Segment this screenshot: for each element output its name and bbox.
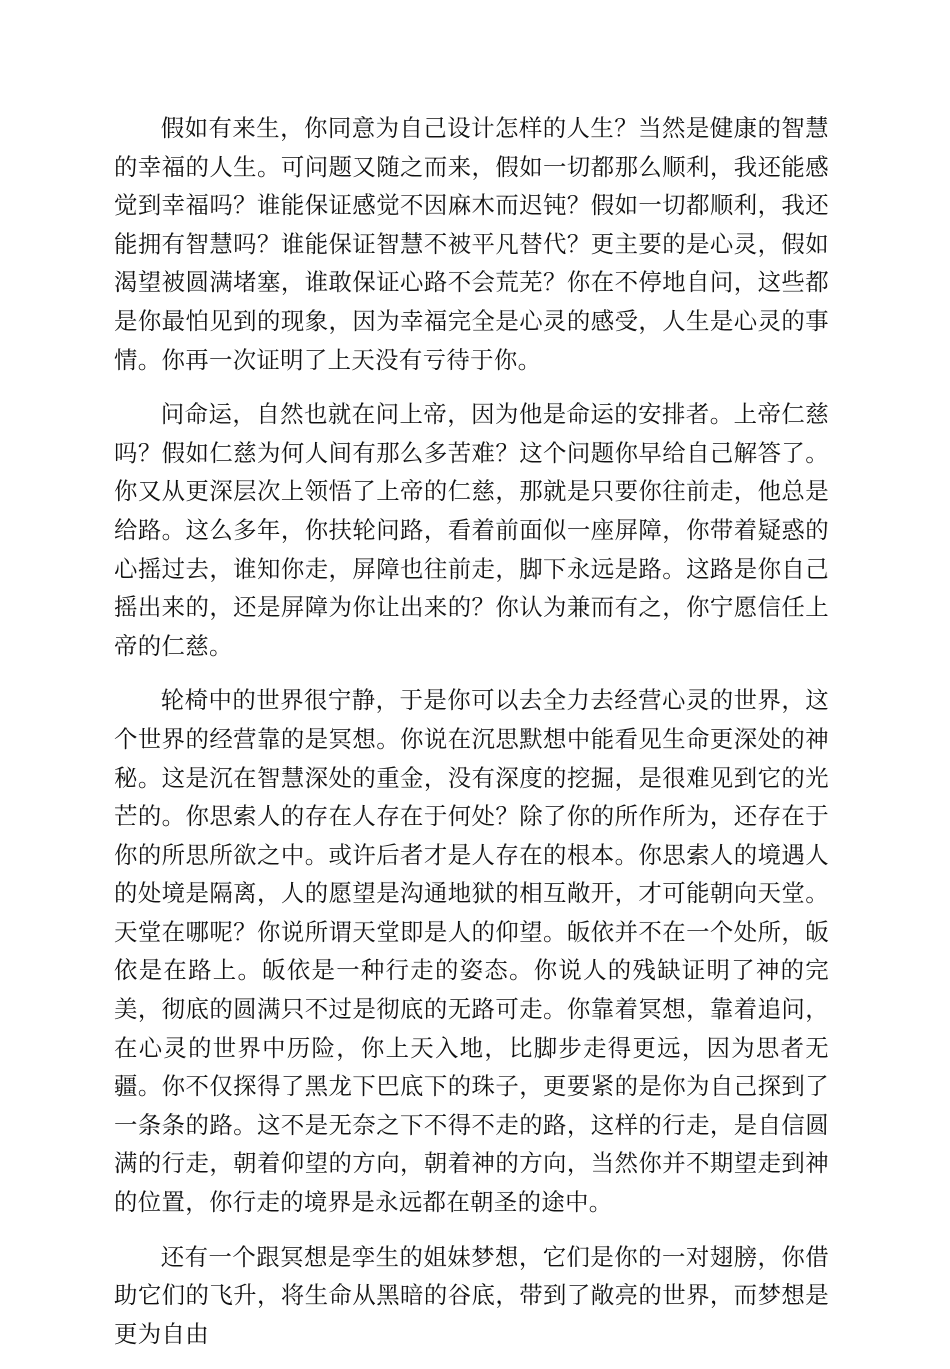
paragraph-2: 问命运，自然也就在问上帝，因为他是命运的安排者。上帝仁慈吗？假如仁慈为何人间有那么多苦难？这个问题你早给自己解答了。你又从更深层次上领悟了上帝的仁慈，那就是只要你往前走，他总是给路。这么多年，你扶轮问路，看着前面似一座屏障，你带着疑惑的心摇过去，谁知你走，屏障也往前走，脚下永远是路。这路是你自己摇出来的，还是屏障为你让出来的？你认为兼而有之，你宁愿信任上帝的仁慈。 (114, 400, 829, 660)
paragraph-1: 假如有来生，你同意为自己设计怎样的人生？当然是健康的智慧的幸福的人生。可问题又随之而来，假如一切都那么顺利，我还能感觉到幸福吗？谁能保证感觉不因麻木而迟钝？假如一切都顺利，我还能拥有智慧吗？谁能保证智慧不被平凡替代？更主要的是心灵，假如渴望被圆满堵塞，谁敢保证心路不会荒芜？你在不停地自问，这些都是你最怕见到的现象，因为幸福完全是心灵的感受，人生是心灵的事情。你再一次证明了上天没有亏待于你。 (114, 114, 829, 374)
body-text (114, 109, 829, 1369)
paragraph-4: 还有一个跟冥想是孪生的姐妹梦想，它们是你的一对翅膀，你借助它们的飞升，将生命从黑暗的谷底，带到了敞亮的世界，而梦想是更为自由 (114, 1242, 829, 1348)
paragraph-3: 轮椅中的世界很宁静，于是你可以去全力去经营心灵的世界，这个世界的经营靠的是冥想。你说在沉思默想中能看见生命更深处的神秘。这是沉在智慧深处的重金，没有深度的挖掘，是很难见到它的光芒的。你思索人的存在人存在于何处？除了你的所作所为，还存在于你的所思所欲之中。或许后者才是人存在的根本。你思索人的境遇人的处境是隔离，人的愿望是沟通地狱的相互敞开，才可能朝向天堂。天堂在哪呢？你说所谓天堂即是人的仰望。皈依并不在一个处所，皈依是在路上。皈依是一种行走的姿态。你说人的残缺证明了神的完美，彻底的圆满只不过是彻底的无路可走。你靠着冥想，靠着追问，在心灵的世界中历险，你上天入地，比脚步走得更远，因为思者无疆。你不仅探得了黑龙下巴底下的珠子，更要紧的是你为自己探到了一条条的路。这不是无奈之下不得不走的路，这样的行走，是自信圆满的行走，朝着仰望的方向，朝着神的方向，当然你并不期望走到神的位置，你行走的境界是永远都在朝圣的途中。 (114, 686, 829, 1217)
